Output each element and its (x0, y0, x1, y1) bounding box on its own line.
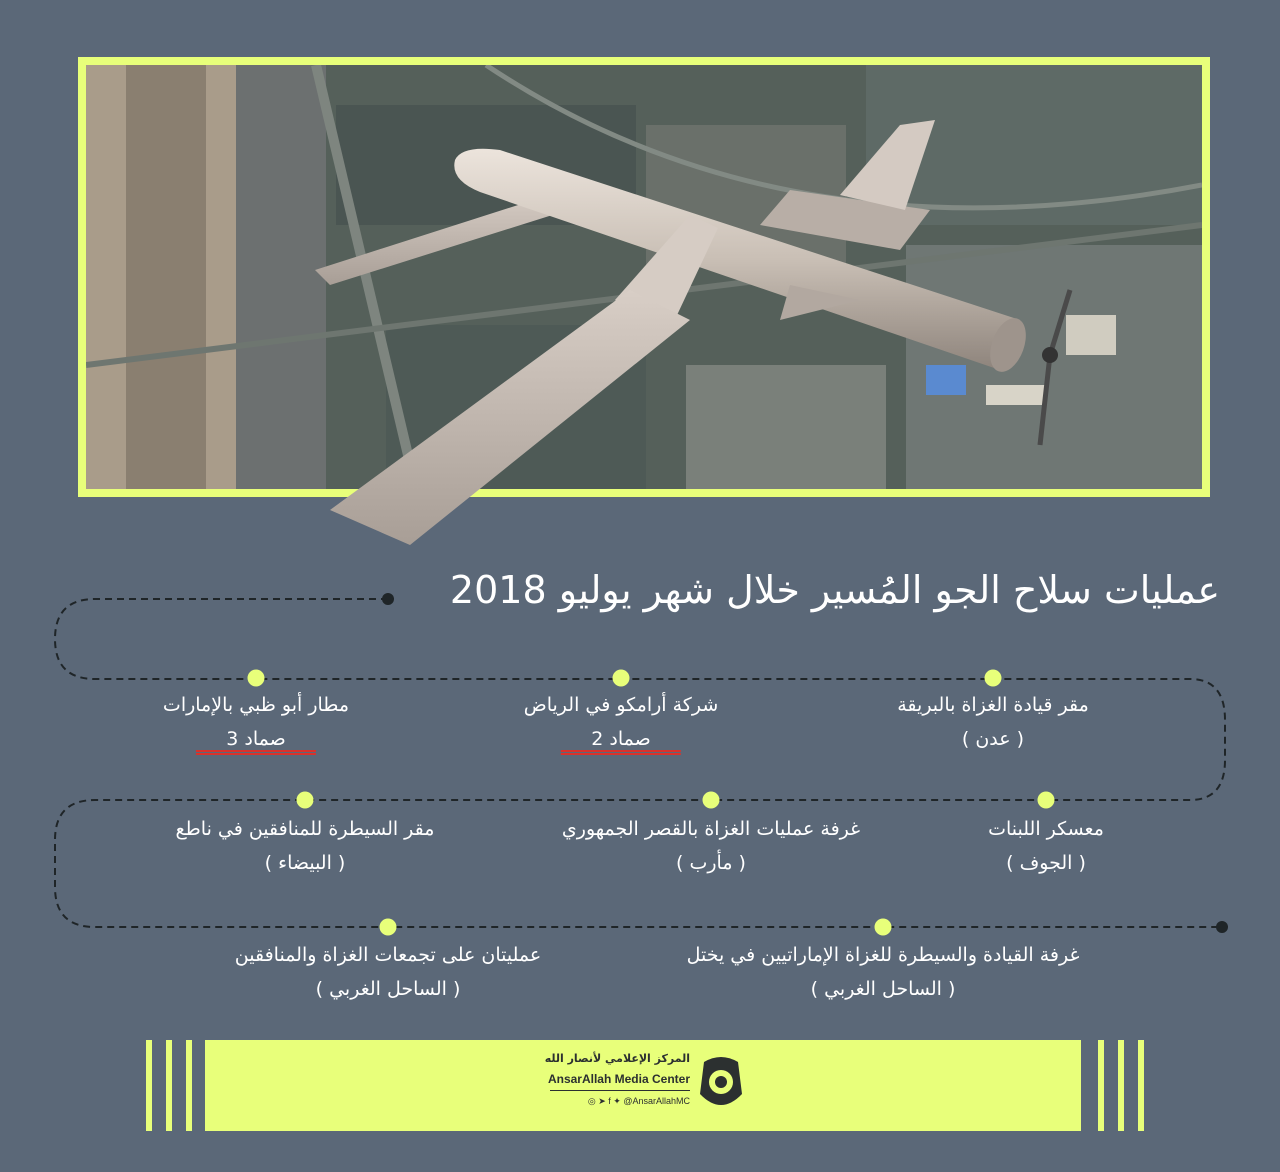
operation-target: شركة أرامكو في الرياض (523, 694, 719, 716)
operation-item (687, 938, 1080, 1006)
operation-target: معسكر اللبنات (988, 818, 1104, 840)
operation-item (988, 812, 1104, 880)
operation-weapon: صماد 3 (226, 728, 286, 750)
telegram-icon: ➤ (598, 1096, 606, 1106)
logo-english-name: AnsarAllah Media Center (547, 1072, 690, 1086)
operation-target: مقر السيطرة للمنافقين في ناطع (175, 818, 435, 840)
operation-target: غرفة القيادة والسيطرة للغزاة الإماراتيين في يختل (686, 944, 1080, 966)
footer-stripe (146, 1040, 152, 1131)
social-handle: @AnsarAllahMC (623, 1096, 690, 1106)
operation-location: ( الساحل الغربي ) (810, 978, 956, 1000)
operation-location: ( عدن ) (961, 728, 1025, 750)
route-start-dot (382, 593, 394, 605)
operation-item (524, 688, 719, 755)
operation-item (235, 938, 541, 1006)
twitter-icon: ✦ (613, 1096, 621, 1106)
footer-stripe (166, 1040, 172, 1131)
operation-item (163, 688, 349, 755)
logo-arabic-name: المركز الإعلامي لأنصار الله (544, 1052, 690, 1065)
operation-location: ( مأرب ) (676, 852, 746, 874)
timeline-dot (1038, 792, 1055, 809)
operation-item (562, 812, 860, 880)
timeline-dot (985, 670, 1002, 687)
timeline-dot (875, 919, 892, 936)
operation-location: ( البيضاء ) (264, 852, 346, 874)
operation-item (176, 812, 435, 880)
footer-stripe (1118, 1040, 1124, 1131)
instagram-icon: ◎ (587, 1096, 596, 1106)
timeline-dot (297, 792, 314, 809)
operation-item (897, 688, 1089, 756)
timeline-dot (380, 919, 397, 936)
operation-location: ( الساحل الغربي ) (315, 978, 461, 1000)
timeline-dot (248, 670, 265, 687)
operation-target: غرفة عمليات الغزاة بالقصر الجمهوري (561, 818, 861, 840)
logo-divider (550, 1090, 690, 1091)
operation-target: عمليتان على تجمعات الغزاة والمنافقين (234, 944, 542, 966)
facebook-icon: f (608, 1096, 611, 1106)
timeline-dot (703, 792, 720, 809)
operation-location: ( الجوف ) (1006, 852, 1086, 874)
operation-target: مقر قيادة الغزاة بالبريقة (897, 694, 1089, 716)
logo-emblem-icon (696, 1054, 746, 1116)
footer-stripe (1138, 1040, 1144, 1131)
operation-weapon: صماد 2 (591, 728, 651, 750)
operation-target: مطار أبو ظبي بالإمارات (162, 694, 350, 716)
page-title: عمليات سلاح الجو المُسير خلال شهر يوليو 2018 (449, 568, 1220, 612)
logo-social-handle (588, 1096, 690, 1107)
route-end-dot (1216, 921, 1228, 933)
footer-stripe (186, 1040, 192, 1131)
media-center-logo (540, 1050, 750, 1124)
footer-stripe (1098, 1040, 1104, 1131)
timeline-dot (613, 670, 630, 687)
